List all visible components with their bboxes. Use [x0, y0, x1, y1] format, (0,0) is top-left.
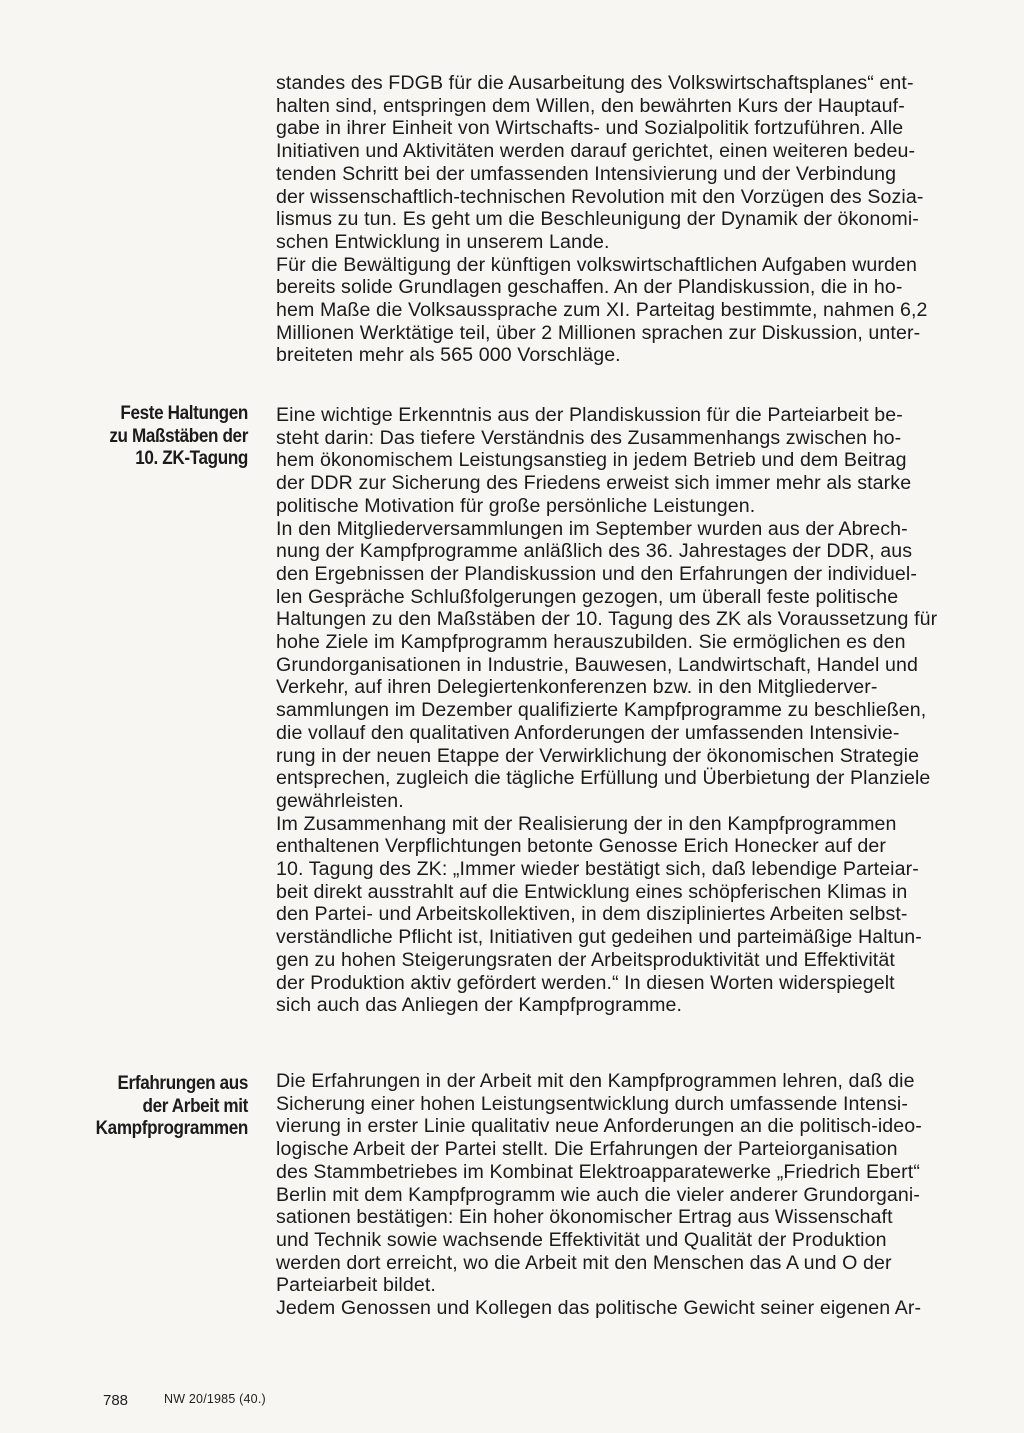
- paragraph: standes des FDGB für die Ausarbeitung des Volkswirtschaftsplanes“ ent- halten sind, entspringen dem Willen, den bewährten Kurs der Hauptauf- gabe in ihrer Einheit von Wirtschafts- und Sozialpolitik fortzuführen. Alle Initiativen und Aktivitäten werden darauf gerichtet, einen weiteren bedeu- tenden Schritt bei der umfassenden Intensivierung und der Verbindung der wissenschaftlich-technischen Revolution mit den Vorzügen des Sozia- lismus zu tun. Es geht um die Beschleunigung der Dynamik der ökonomi- schen Entwicklung in unserem Lande.: [276, 72, 924, 253]
- paragraph: In den Mitgliederversammlungen im September wurden aus der Abrech- nung der Kampfprogramme anläßlich des 36. Jahrestages der DDR, aus den Ergebnissen der Plandiskussion und den Erfahrungen der individuel- len Gespräche Schlußfolgerungen gezogen, um überall feste politische Haltungen zu den Maßstäben der 10. Tagung des ZK als Voraussetzung für hohe Ziele im Kampfprogramm herauszubilden. Sie ermöglichen es den Grundorganisationen in Industrie, Bauwesen, Landwirtschaft, Handel und Verkehr, auf ihren Delegiertenkonferenzen bzw. in den Mitgliederver- sammlungen im Dezember qualifizierte Kampfprogramme zu beschließen, die vollauf den qualitativen Anforderungen der umfassenden Intensivie- rung in der neuen Etappe der Verwirklichung der ökonomischen Strategie entsprechen, zugleich die tägliche Erfüllung und Überbietung der Planziele gewährleisten.: [276, 517, 938, 812]
- paragraph: Die Erfahrungen in der Arbeit mit den Kampfprogrammen lehren, daß die Sicherung einer hohen Leistungsentwicklung durch umfassende Intensi- vierung in erster Linie qualitativ neue Anforderungen an die politisch-ideo- logische Arbeit der Partei stellt. Die Erfahrungen der Parteiorganisation des Stammbetriebes im Kombinat Elektroapparatewerke „Friedrich Ebert“ Berlin mit dem Kampfprogramm wie auch die vieler anderer Grundorgani- sationen bestätigen: Ein hoher ökonomischer Ertrag aus Wissenschaft und Technik sowie wachsende Effektivität und Qualität der Produktion werden dort erreicht, wo die Arbeit mit den Menschen das A und O der Parteiarbeit bildet.: [276, 1070, 922, 1297]
- paragraph: Eine wichtige Erkenntnis aus der Plandiskussion für die Parteiarbeit be- steht darin: Das tiefere Verständnis des Zusammenhangs zwischen ho- hem ökonomischem Leistungsanstieg in jedem Betrieb und dem Beitrag der DDR zur Sicherung des Friedens erweist sich immer mehr als starke politische Motivation für große persönliche Leistungen.: [276, 404, 912, 517]
- page-number: 788: [103, 1392, 129, 1409]
- margin-heading-feste-haltungen: Feste Haltungen zu Maßstäben der 10. ZK-Tagung: [109, 403, 248, 469]
- text-block-plandiskussion: [276, 404, 996, 1017]
- paragraph: Im Zusammenhang mit der Realisierung der in den Kampfprogrammen enthaltenen Verpflichtungen betonte Genosse Erich Honecker auf der 10. Tagung des ZK: „Immer wieder bestätigt sich, daß lebendige Parteiar- beit direkt ausstrahlt auf die Entwicklung eines schöpferischen Klimas in den Partei- und Arbeitskollektiven, in dem diszipliniertes Arbeiten selbst- verständliche Pflicht ist, Initiativen gut gedeihen und parteimäßige Haltun- gen zu hohen Steigerungsraten der Arbeitsproduktivität und Effektivität der Produktion aktiv gefördert werden.“ In diesen Worten widerspiegelt sich auch das Anliegen der Kampfprogramme.: [276, 812, 922, 1017]
- margin-heading-erfahrungen: Erfahrungen aus der Arbeit mit Kampfprogrammen: [95, 1073, 248, 1139]
- text-block-erfahrungen: [276, 1070, 996, 1320]
- paragraph: Jedem Genossen und Kollegen das politische Gewicht seiner eigenen Ar-: [276, 1297, 922, 1320]
- journal-reference: NW 20/1985 (40.): [164, 1392, 266, 1406]
- paragraph: Für die Bewältigung der künftigen volkswirtschaftlichen Aufgaben wurden bereits solide Grundlagen geschaffen. An der Plandiskussion, die in ho- hem Maße die Volksaussprache zum XI. Parteitag bestimmte, nahmen 6,2 Millionen Werktätige teil, über 2 Millionen sprachen zur Diskussion, unter- breiteten mehr als 565 000 Vorschläge.: [276, 253, 928, 367]
- text-block-intro: [276, 72, 996, 367]
